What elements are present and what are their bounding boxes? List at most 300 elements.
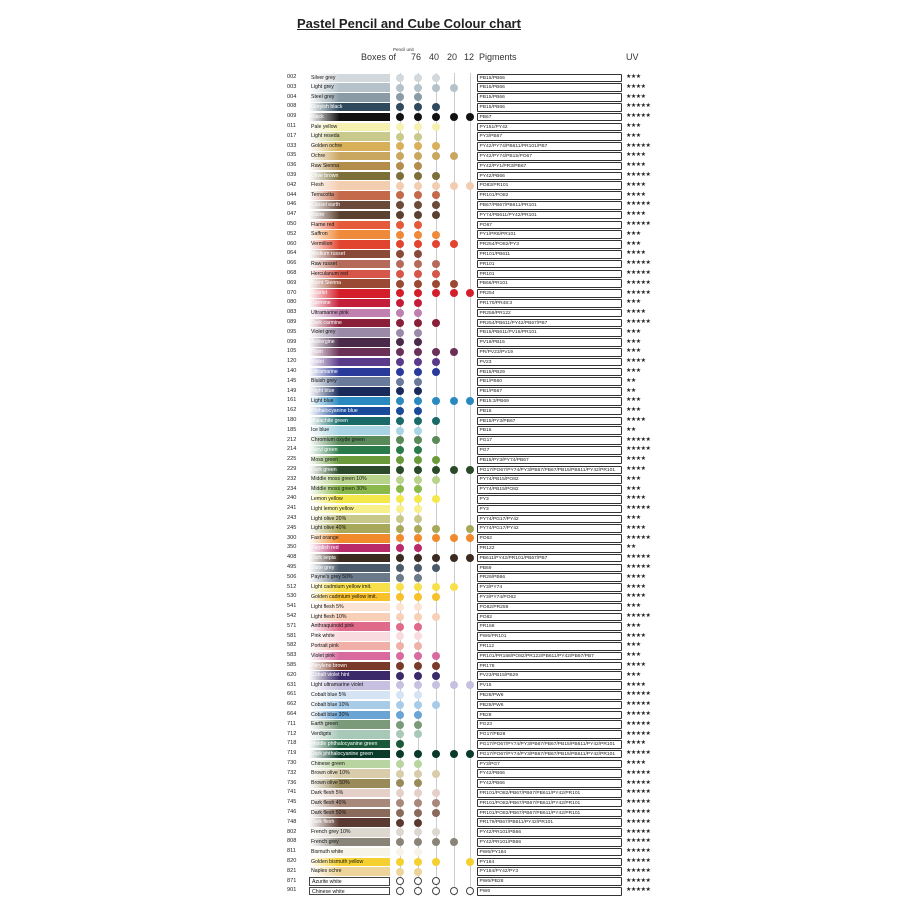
colour-code: 585: [287, 662, 297, 668]
uv-rating: ★★★: [626, 485, 641, 492]
box-12-dot: [466, 858, 474, 866]
table-row: [0, 622, 900, 632]
colour-swatch-name: Dark flesh 40%: [309, 799, 390, 807]
pigments-cell: PY42/PY74/PB15/PO67: [477, 152, 622, 161]
pencil-unit-dot: [396, 515, 404, 523]
pigments-cell: PG17/PO67/PY74/PY3/PB67/PB67/PB15/PB611/PY42/PR101: [477, 740, 622, 749]
pencil-unit-dot: [396, 544, 404, 552]
box-40-dot: [432, 123, 440, 131]
colour-swatch-name: Greyish black: [309, 103, 390, 111]
box-40-dot: [432, 554, 440, 562]
pigments-cell: PB15:3/PB69: [477, 397, 622, 406]
box-76-dot: [414, 662, 422, 670]
colour-swatch-name: Moss green: [309, 456, 390, 464]
box-76-dot: [414, 378, 422, 386]
box-40-dot: [432, 838, 440, 846]
uv-rating: ★★★★★: [626, 260, 651, 267]
table-row: [0, 367, 900, 377]
box-76-dot: [414, 770, 422, 778]
colour-code: 245: [287, 524, 297, 531]
colour-code: 712: [287, 730, 297, 737]
table-row: [0, 877, 900, 887]
pencil-unit-dot: [396, 564, 404, 572]
uv-rating: ★★★★★: [626, 730, 651, 737]
header-box-76: 76: [411, 52, 422, 62]
header-box-12: 12: [464, 52, 475, 62]
pencil-unit-dot: [396, 289, 404, 297]
uv-rating: ★★★★★: [626, 319, 651, 325]
table-row: [0, 494, 900, 504]
uv-rating: ★★★★: [626, 573, 646, 580]
colour-code: 542: [287, 613, 297, 619]
colour-code: 664: [287, 711, 297, 717]
colour-code: 495: [287, 564, 297, 570]
pigments-cell: PR101: [477, 270, 622, 279]
pigments-cell: PY184: [477, 858, 622, 867]
table-row: [0, 445, 900, 455]
box-76-dot: [414, 652, 422, 660]
pencil-unit-dot: [396, 809, 404, 817]
box-20-dot: [450, 280, 458, 288]
pencil-unit-dot: [396, 485, 404, 493]
box-76-dot: [414, 505, 422, 513]
box-76-dot: [414, 113, 422, 121]
colour-swatch-name: Burnt Sienna: [309, 279, 390, 287]
colour-swatch-name: Chromium oxyde green: [309, 436, 390, 444]
pencil-unit-dot: [396, 583, 404, 591]
colour-code: 225: [287, 456, 297, 463]
pigments-cell: PY42/PY74/PB611/PR101/PB7: [477, 142, 622, 151]
uv-rating: ★★★★★: [626, 828, 651, 835]
pencil-unit-dot: [396, 858, 404, 866]
box-20-dot: [450, 397, 458, 405]
uv-rating: ★★★★★: [626, 887, 651, 894]
pencil-unit-dot: [396, 172, 404, 180]
box-76-dot: [414, 495, 422, 503]
colour-code: 506: [287, 573, 297, 580]
colour-swatch-name: Portrait pink: [309, 642, 390, 650]
colour-code: 541: [287, 603, 297, 610]
colour-swatch-name: Light lemon yellow: [309, 505, 390, 513]
uv-rating: ★★★: [626, 622, 641, 629]
table-row: [0, 700, 900, 710]
pigments-cell: PG7: [477, 446, 622, 455]
colour-code: 064: [287, 250, 297, 257]
table-row: [0, 798, 900, 808]
box-76-dot: [414, 338, 422, 346]
colour-code: 066: [287, 260, 297, 267]
uv-rating: ★★★★★: [626, 877, 651, 884]
colour-swatch-name: Silver grey: [309, 74, 390, 82]
box-12-dot: [466, 289, 474, 297]
colour-swatch-name: Light cadmium yellow imit.: [309, 583, 390, 591]
uv-rating: ★★★★★: [626, 436, 651, 443]
pigments-cell: PY74/PG17/PY42: [477, 524, 622, 533]
box-20-dot: [450, 838, 458, 846]
colour-swatch-name: Perylene brown: [309, 662, 390, 670]
colour-code: 300: [287, 534, 297, 541]
pencil-unit-dot: [396, 593, 404, 601]
box-76-dot: [414, 691, 422, 699]
table-row: [0, 289, 900, 299]
box-40-dot: [432, 280, 440, 288]
uv-rating: ★★★★★: [626, 505, 651, 512]
uv-rating: ★★: [626, 387, 636, 394]
colour-code: 820: [287, 858, 297, 864]
uv-rating: ★★★★: [626, 681, 646, 688]
box-40-dot: [432, 348, 440, 356]
pencil-unit-dot: [396, 789, 404, 797]
colour-code: 149: [287, 387, 297, 394]
box-76-dot: [414, 123, 422, 131]
colour-swatch-name: Cobalt violet hint: [309, 671, 390, 679]
box-76-dot: [414, 887, 422, 895]
colour-swatch-name: Raw Sienna: [309, 162, 390, 170]
box-40-dot: [432, 681, 440, 689]
colour-code: 162: [287, 407, 297, 414]
colour-swatch-name: Light ultramarine violet: [309, 681, 390, 689]
pencil-unit-dot: [396, 495, 404, 503]
colour-code: 011: [287, 123, 296, 129]
pencil-unit-dot: [396, 750, 404, 758]
pigments-cell: PW6: [477, 887, 622, 896]
table-row: [0, 151, 900, 161]
colour-code: 212: [287, 436, 297, 443]
colour-swatch-name: Pale yellow: [309, 123, 390, 131]
colour-swatch-name: Chinese green: [309, 760, 390, 768]
pigments-cell: PY74/PB15/PO82: [477, 485, 622, 494]
table-row: [0, 543, 900, 553]
pencil-unit-dot: [396, 848, 404, 856]
pigments-cell: PY42/PR101/PB66: [477, 838, 622, 847]
box-40-dot: [432, 564, 440, 572]
box-76-dot: [414, 515, 422, 523]
box-76-dot: [414, 828, 422, 836]
colour-code: 069: [287, 279, 297, 286]
box-40-dot: [432, 828, 440, 836]
box-40-dot: [432, 84, 440, 92]
colour-swatch-name: Light reseda: [309, 132, 390, 140]
table-row: [0, 132, 900, 142]
pencil-unit-dot: [396, 427, 404, 435]
box-76-dot: [414, 642, 422, 650]
colour-swatch-name: Dark green: [309, 466, 390, 474]
pencil-unit-dot: [396, 309, 404, 317]
box-40-dot: [432, 593, 440, 601]
table-row: [0, 249, 900, 259]
uv-rating: ★★★: [626, 642, 641, 649]
pencil-unit-dot: [396, 877, 404, 885]
pigments-cell: PV15: [477, 681, 622, 690]
colour-swatch-name: Phthalocyanine blue: [309, 407, 390, 415]
colour-code: 530: [287, 593, 297, 600]
uv-rating: ★★★★★: [626, 613, 651, 619]
table-row: [0, 318, 900, 328]
box-40-dot: [432, 809, 440, 817]
box-40-dot: [432, 172, 440, 180]
box-40-dot: [432, 260, 440, 268]
pigments-cell: PB15/PB66: [477, 74, 622, 83]
colour-swatch-name: Violet pink: [309, 652, 390, 660]
header-pigments: Pigments: [479, 52, 517, 62]
box-76-dot: [414, 368, 422, 376]
box-76-dot: [414, 348, 422, 356]
colour-code: 140: [287, 368, 297, 374]
colour-code: 035: [287, 152, 297, 159]
table-row: [0, 759, 900, 769]
uv-rating: ★★★★★: [626, 221, 651, 227]
uv-rating: ★★★★★: [626, 867, 651, 874]
pigments-cell: PB66/PR101: [477, 279, 622, 288]
pigments-cell: PY42/PR101/PB66: [477, 828, 622, 837]
pencil-unit-dot: [396, 407, 404, 415]
box-40-dot: [432, 613, 440, 621]
colour-code: 736: [287, 779, 297, 786]
colour-code: 042: [287, 181, 297, 188]
box-76-dot: [414, 172, 422, 180]
colour-code: 068: [287, 270, 297, 276]
table-row: [0, 161, 900, 171]
pigments-cell: PO83/PR101: [477, 181, 622, 190]
pigments-cell: PB1/PB67: [477, 387, 622, 396]
table-row: [0, 220, 900, 230]
pigments-cell: PR122: [477, 544, 622, 553]
box-76-dot: [414, 485, 422, 493]
table-row: [0, 298, 900, 308]
uv-rating: ★★★★★: [626, 201, 651, 208]
colour-code: 083: [287, 309, 297, 316]
colour-swatch-name: Brown olive 50%: [309, 779, 390, 787]
pigments-cell: PY3/PG7: [477, 760, 622, 769]
pencil-unit-dot: [396, 329, 404, 337]
box-76-dot: [414, 191, 422, 199]
pigments-cell: PR112: [477, 642, 622, 651]
box-76-dot: [414, 329, 422, 337]
colour-code: 050: [287, 221, 297, 227]
box-76-dot: [414, 446, 422, 454]
header-boxes-of: Boxes of: [361, 52, 397, 62]
colour-swatch-name: Anthraquinoid pink: [309, 622, 390, 630]
box-76-dot: [414, 93, 422, 101]
colour-code: 748: [287, 818, 297, 825]
box-40-dot: [432, 534, 440, 542]
colour-code: 180: [287, 417, 297, 423]
box-40-dot: [432, 456, 440, 464]
uv-rating: ★★: [626, 377, 636, 384]
uv-rating: ★★★★★: [626, 534, 651, 541]
box-76-dot: [414, 564, 422, 572]
box-40-dot: [432, 672, 440, 680]
colour-swatch-name: Plum: [309, 348, 390, 356]
colour-swatch-name: Black: [309, 113, 390, 121]
pigments-cell: PO67: [477, 221, 622, 230]
pencil-unit-dot: [396, 740, 404, 748]
colour-code: 002: [287, 74, 297, 80]
colour-swatch-name: French grey: [309, 838, 390, 846]
table-row: [0, 690, 900, 700]
pencil-unit-dot: [396, 162, 404, 170]
uv-rating: ★★★★★: [626, 838, 651, 845]
box-40-dot: [432, 182, 440, 190]
uv-rating: ★★★★★: [626, 848, 651, 855]
table-row: [0, 573, 900, 583]
pigments-cell: PV19/PB15: [477, 338, 622, 347]
colour-code: 105: [287, 348, 297, 355]
uv-rating: ★★★★★: [626, 769, 651, 776]
pigments-cell: PY3/PY74: [477, 583, 622, 592]
colour-code: 070: [287, 289, 297, 296]
box-40-dot: [432, 476, 440, 484]
uv-rating: ★★★: [626, 368, 641, 374]
box-76-dot: [414, 211, 422, 219]
colour-swatch-name: Light blue: [309, 397, 390, 405]
colour-swatch-name: Dark flesh: [309, 818, 390, 826]
box-76-dot: [414, 711, 422, 719]
box-76-dot: [414, 231, 422, 239]
pencil-unit-dot: [396, 456, 404, 464]
box-20-dot: [450, 289, 458, 297]
colour-swatch-name: Flesh: [309, 181, 390, 189]
table-row: [0, 720, 900, 730]
pencil-unit-dot: [396, 554, 404, 562]
colour-code: 512: [287, 583, 297, 590]
colour-code: 095: [287, 328, 297, 335]
box-12-dot: [466, 182, 474, 190]
uv-rating: ★★★★: [626, 93, 646, 100]
uv-rating: ★★★★★: [626, 809, 651, 815]
box-20-dot: [450, 113, 458, 121]
uv-rating: ★★★★★: [626, 270, 651, 276]
table-row: [0, 436, 900, 446]
box-76-dot: [414, 730, 422, 738]
table-row: [0, 563, 900, 573]
colour-code: 099: [287, 338, 297, 345]
pencil-unit-dot: [396, 397, 404, 405]
pencil-unit-dot: [396, 417, 404, 425]
pencil-unit-dot: [396, 623, 404, 631]
box-40-dot: [432, 368, 440, 376]
colour-code: 008: [287, 103, 297, 110]
colour-swatch-name: Flame red: [309, 221, 390, 229]
box-76-dot: [414, 74, 422, 82]
uv-rating: ★★★★: [626, 740, 646, 747]
table-row: [0, 269, 900, 279]
box-12-dot: [466, 887, 474, 895]
uv-rating: ★★★★★: [626, 446, 651, 453]
colour-swatch-name: Saffron: [309, 230, 390, 238]
box-20-dot: [450, 182, 458, 190]
pigments-cell: PY74/PB15/PO82: [477, 475, 622, 484]
table-row: [0, 142, 900, 152]
pencil-unit-dot: [396, 133, 404, 141]
colour-swatch-name: Raw russet: [309, 260, 390, 268]
pigments-cell: PR/PV23/PV19: [477, 348, 622, 357]
box-76-dot: [414, 574, 422, 582]
pencil-unit-dot: [396, 701, 404, 709]
pencil-unit-dot: [396, 280, 404, 288]
table-row: [0, 749, 900, 759]
pigments-cell: PR259/PR122: [477, 309, 622, 318]
uv-rating: ★★★: [626, 328, 641, 335]
box-76-dot: [414, 162, 422, 170]
table-row: [0, 200, 900, 210]
box-20-dot: [450, 466, 458, 474]
colour-swatch-name: Light olive 40%: [309, 524, 390, 532]
colour-code: 662: [287, 701, 297, 708]
box-76-dot: [414, 84, 422, 92]
colour-code: 732: [287, 769, 297, 776]
colour-code: 232: [287, 475, 297, 482]
pencil-unit-dot: [396, 368, 404, 376]
colour-code: 009: [287, 113, 297, 120]
pencil-unit-dot: [396, 436, 404, 444]
table-row: [0, 357, 900, 367]
box-20-dot: [450, 750, 458, 758]
table-row: [0, 387, 900, 397]
box-12-dot: [466, 681, 474, 689]
box-76-dot: [414, 417, 422, 425]
pigments-cell: PV23/PB15/PB29: [477, 671, 622, 680]
colour-swatch-name: Purplish red: [309, 544, 390, 552]
colour-swatch-name: Light olive 20%: [309, 515, 390, 523]
pigments-cell: PW6/PR101: [477, 632, 622, 641]
colour-swatch-name: Ochre: [309, 152, 390, 160]
table-row: [0, 602, 900, 612]
table-row: [0, 416, 900, 426]
box-40-dot: [432, 789, 440, 797]
pigments-cell: PB67: [477, 113, 622, 122]
uv-rating: ★★★★★: [626, 289, 651, 296]
colour-swatch-name: Golden bismuth yellow: [309, 858, 390, 866]
box-76-dot: [414, 299, 422, 307]
box-76-dot: [414, 182, 422, 190]
colour-code: 036: [287, 162, 297, 169]
table-row: [0, 671, 900, 681]
colour-code: 060: [287, 240, 297, 247]
colour-code: 620: [287, 671, 297, 678]
uv-rating: ★★★★: [626, 191, 646, 198]
pigments-cell: PY3/PB67: [477, 132, 622, 141]
uv-rating: ★★★★★: [626, 858, 651, 864]
box-40-dot: [432, 74, 440, 82]
box-40-dot: [432, 152, 440, 160]
uv-rating: ★★★: [626, 230, 641, 237]
colour-swatch-name: Ultramarine pink: [309, 309, 390, 317]
box-40-dot: [432, 142, 440, 150]
header-box-40: 40: [429, 52, 440, 62]
pigments-cell: PV23: [477, 358, 622, 367]
colour-code: 004: [287, 93, 297, 100]
box-76-dot: [414, 721, 422, 729]
table-row: [0, 651, 900, 661]
pigments-cell: PG23: [477, 720, 622, 729]
uv-rating: ★★★★★: [626, 711, 651, 717]
box-20-dot: [450, 887, 458, 895]
colour-swatch-name: Cobalt blue 30%: [309, 711, 390, 719]
pencil-unit-dot: [396, 603, 404, 611]
box-40-dot: [432, 858, 440, 866]
pencil-unit-dot: [396, 672, 404, 680]
pencil-unit-dot: [396, 348, 404, 356]
pigments-cell: PY42/PB66: [477, 172, 622, 181]
colour-code: 741: [287, 789, 297, 796]
colour-swatch-name: Night blue: [309, 387, 390, 395]
pencil-unit-dot: [396, 84, 404, 92]
colour-code: 350: [287, 544, 297, 551]
colour-code: 145: [287, 377, 297, 384]
pigments-cell: PB15/PB66: [477, 93, 622, 102]
box-76-dot: [414, 525, 422, 533]
